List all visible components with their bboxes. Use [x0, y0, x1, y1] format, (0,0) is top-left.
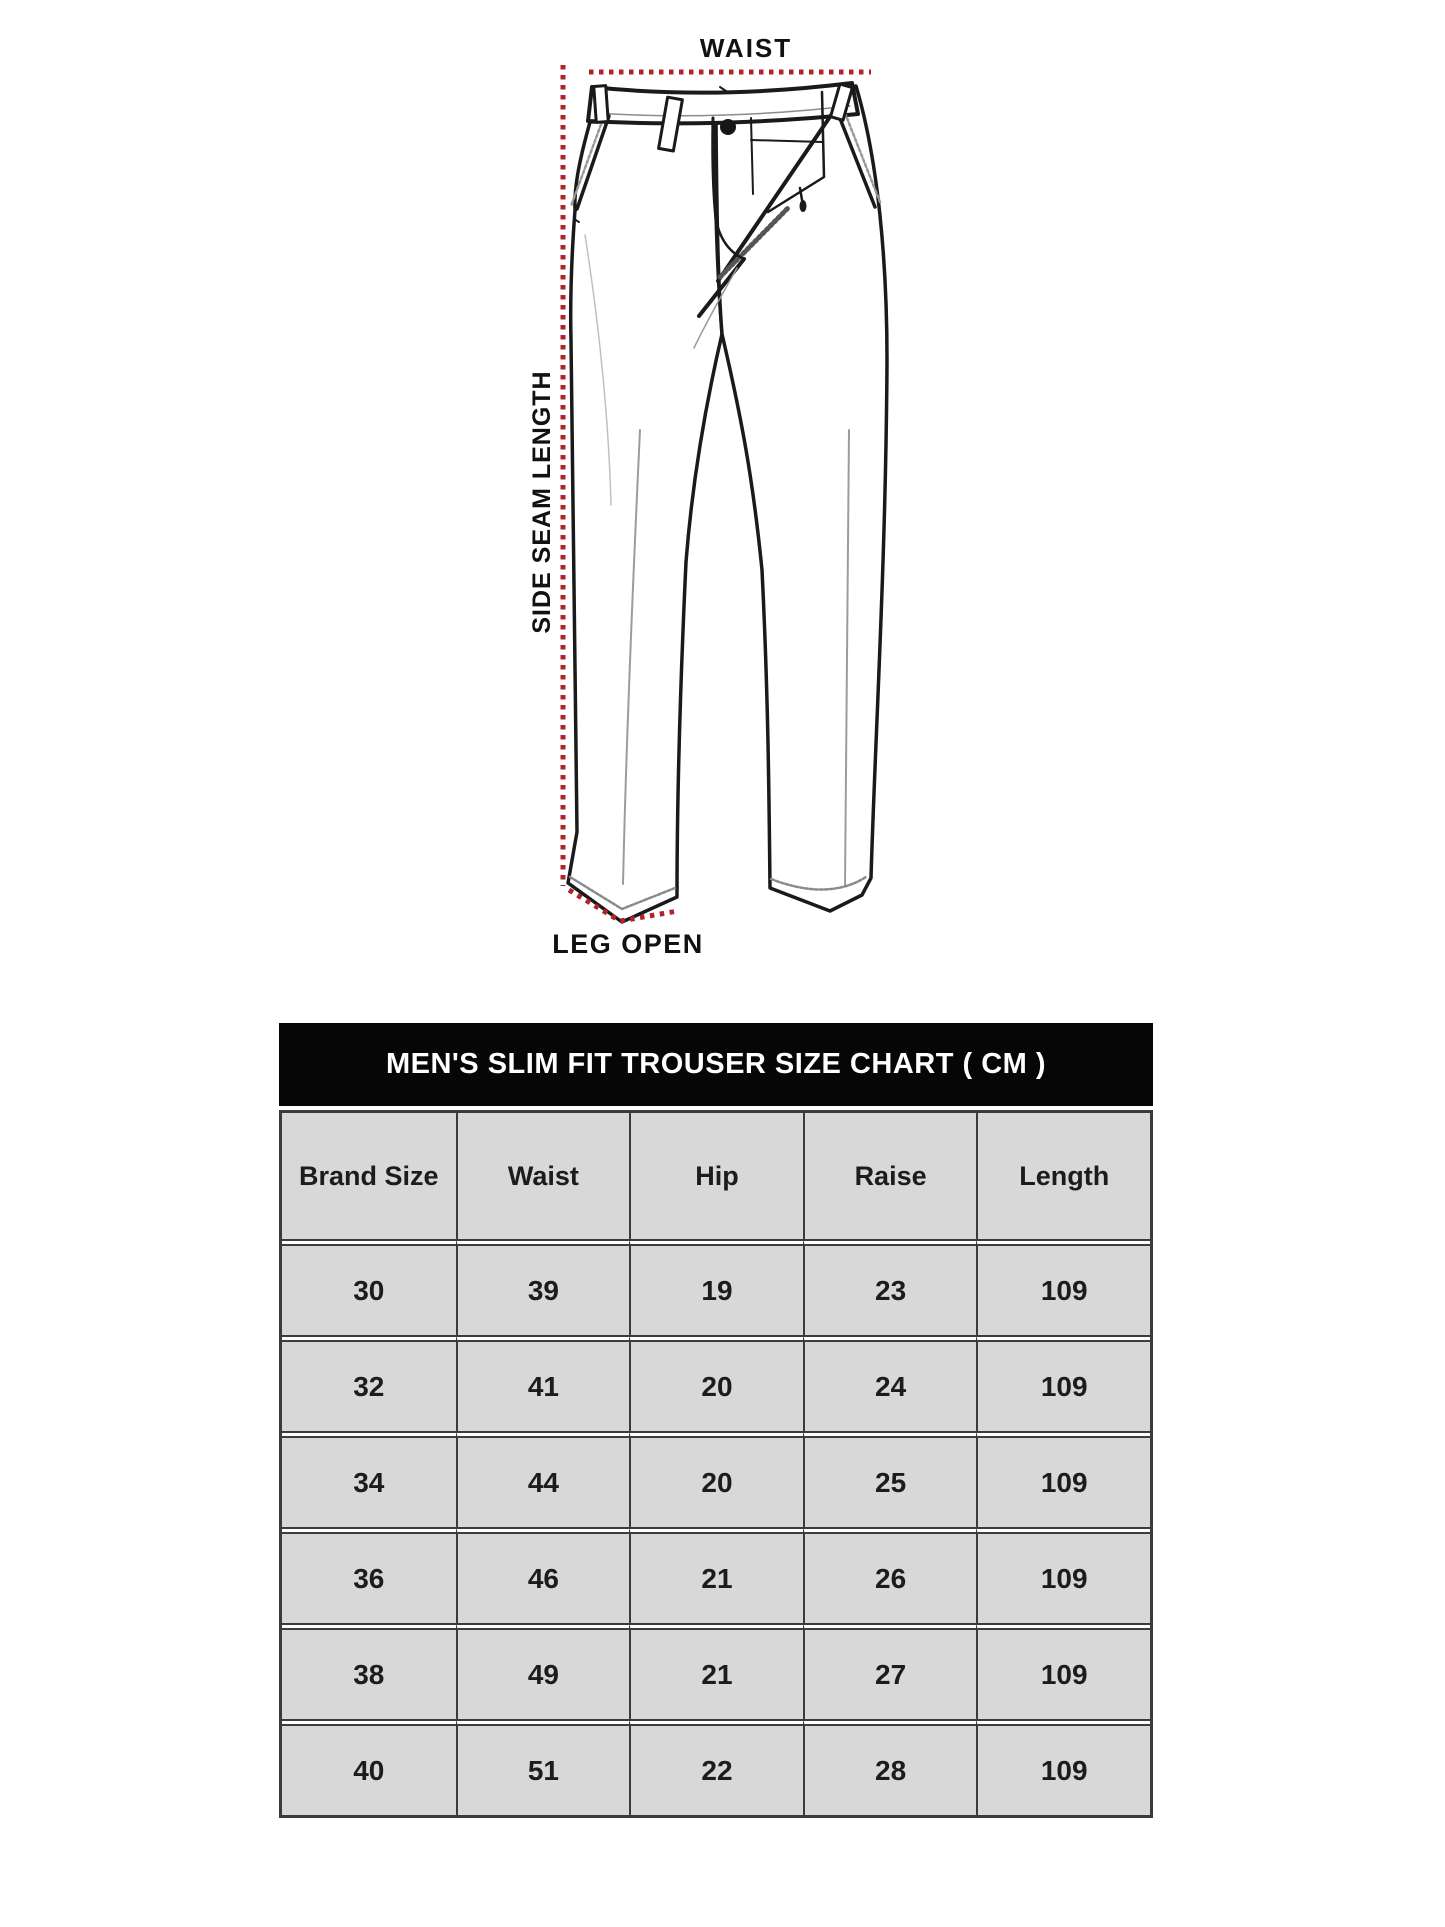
size-cell: 109: [976, 1335, 1150, 1431]
size-cell: 25: [803, 1431, 977, 1527]
size-cell: 41: [456, 1335, 630, 1431]
size-cell: 38: [282, 1623, 456, 1719]
belt-loop-left: [594, 86, 608, 123]
size-cell: 32: [282, 1335, 456, 1431]
column-header-raise: Raise: [803, 1113, 977, 1239]
size-cell: 36: [282, 1527, 456, 1623]
column-header-brand-size: Brand Size: [282, 1113, 456, 1239]
size-cell: 44: [456, 1431, 630, 1527]
size-cell: 23: [803, 1239, 977, 1335]
leg-open-label: LEG OPEN: [552, 929, 704, 959]
size-cell: 30: [282, 1239, 456, 1335]
size-cell: 46: [456, 1527, 630, 1623]
trousers-sketch: [568, 83, 887, 922]
size-cell: 27: [803, 1623, 977, 1719]
size-cell: 39: [456, 1239, 630, 1335]
waistband-notch: [720, 87, 726, 91]
waist-label: WAIST: [699, 33, 793, 63]
size-cell: 49: [456, 1623, 630, 1719]
column-header-waist: Waist: [456, 1113, 630, 1239]
left-leg-outline: [568, 120, 722, 922]
size-cell: 51: [456, 1719, 630, 1815]
size-cell: 21: [629, 1527, 803, 1623]
size-cell: 24: [803, 1335, 977, 1431]
size-chart: [279, 1023, 1153, 1818]
column-header-hip: Hip: [629, 1113, 803, 1239]
column-header-length: Length: [976, 1113, 1150, 1239]
size-cell: 109: [976, 1623, 1150, 1719]
size-cell: 34: [282, 1431, 456, 1527]
size-cell: 109: [976, 1719, 1150, 1815]
size-cell: 40: [282, 1719, 456, 1815]
size-chart-title: MEN'S SLIM FIT TROUSER SIZE CHART ( CM ): [385, 1048, 1047, 1080]
side-seam-length-label: SIDE SEAM LENGTH: [528, 370, 556, 634]
size-cell: 20: [629, 1431, 803, 1527]
size-cell: 19: [629, 1239, 803, 1335]
size-cell: 109: [976, 1239, 1150, 1335]
size-chart-table: [279, 1110, 1153, 1818]
zipper-pull: [800, 200, 807, 212]
size-cell: 109: [976, 1431, 1150, 1527]
size-cell: 109: [976, 1527, 1150, 1623]
size-cell: 20: [629, 1335, 803, 1431]
size-cell: 22: [629, 1719, 803, 1815]
size-cell: 21: [629, 1623, 803, 1719]
size-chart-title-bar: [279, 1023, 1153, 1106]
size-cell: 26: [803, 1527, 977, 1623]
size-cell: 28: [803, 1719, 977, 1815]
waist-button: [720, 119, 736, 135]
